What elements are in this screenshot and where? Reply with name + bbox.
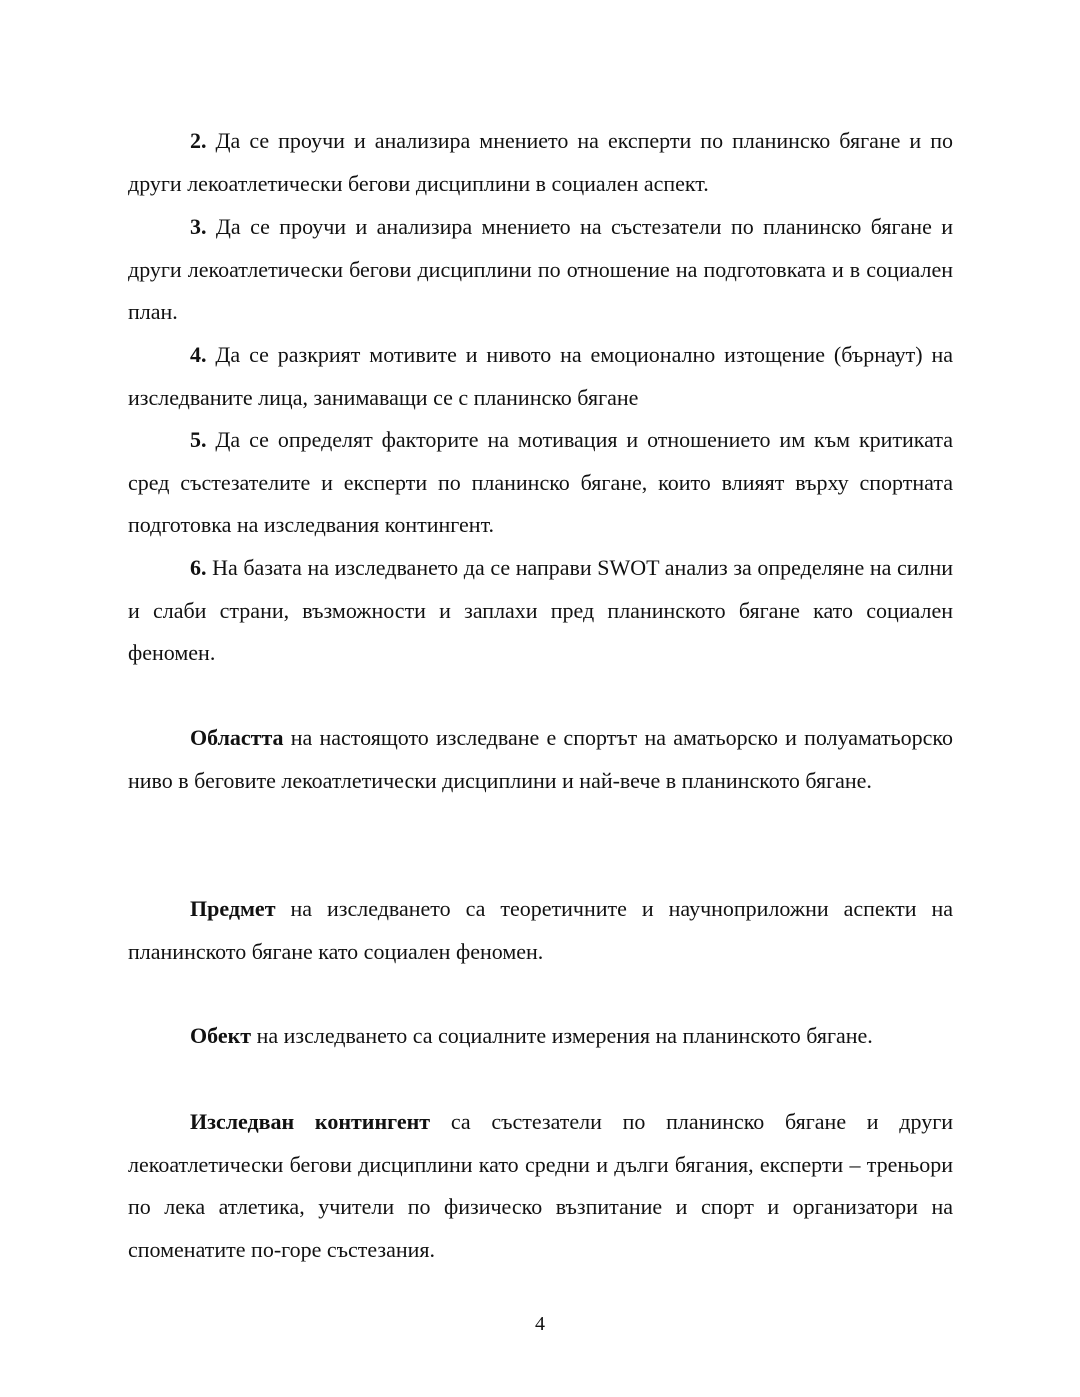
object-paragraph [128, 1015, 953, 1058]
objective-number: 3. [190, 214, 207, 239]
objective-number: 6. [190, 555, 207, 580]
object-text: на изследването са социалните измерения на планинското бягане. [256, 1023, 873, 1048]
subject-term: Предмет [190, 896, 276, 921]
objective-number: 2. [190, 128, 207, 153]
objective-text: Да се определят факторите на мотивация и отношението им към критиката сред състезателите и експерти по планинско бягане, които влияят върху спортната подготовка на изследвания контингент. [128, 427, 953, 538]
field-text: на настоящото изследване е спортът на аматьорско и полуаматьорско ниво в беговите лекоатлетически дисциплини и най-вече в планинското бягане. [128, 725, 953, 793]
object-term: Обект [190, 1023, 252, 1048]
objective-3 [128, 206, 953, 334]
objective-text: Да се проучи и анализира мнението на експерти по планинско бягане и по други лекоатлетически бегови дисциплини в социален аспект. [128, 128, 953, 196]
objective-text: Да се разкрият мотивите и нивото на емоционално изтощение (бърнаут) на изследваните лица, занимаващи се с планинско бягане [128, 342, 954, 410]
contingent-term: Изследван контингент [190, 1109, 431, 1134]
objective-text: На базата на изследването да се направи SWOT анализ за определяне на силни и слаби страни, възможности и заплахи пред планинското бягане като социален феномен. [128, 555, 954, 666]
contingent-text: са състезатели по планинско бягане и други лекоатлетически бегови дисциплини като средни и дълги бягания, експерти – треньори по лека атлетика, учители по физическо възпитание и спорт и организатори на споменатите по-горе състезания. [128, 1109, 953, 1262]
field-term: Областта [190, 725, 284, 750]
contingent-paragraph [128, 1101, 953, 1271]
objective-6 [128, 547, 953, 675]
objective-2 [128, 120, 953, 205]
subject-text: на изследването са теоретичните и научноприложни аспекти на планинското бягане като социален феномен. [128, 896, 953, 964]
objective-text: Да се проучи и анализира мнението на състезатели по планинско бягане и други лекоатлетически бегови дисциплини по отношение на подготовката и в социален план. [128, 214, 954, 325]
objective-5 [128, 419, 953, 547]
field-paragraph [128, 717, 953, 802]
page-number: 4 [535, 1313, 545, 1335]
objective-number: 4. [190, 342, 207, 367]
objective-4 [128, 334, 953, 419]
subject-paragraph [128, 888, 953, 973]
objective-number: 5. [190, 427, 207, 452]
